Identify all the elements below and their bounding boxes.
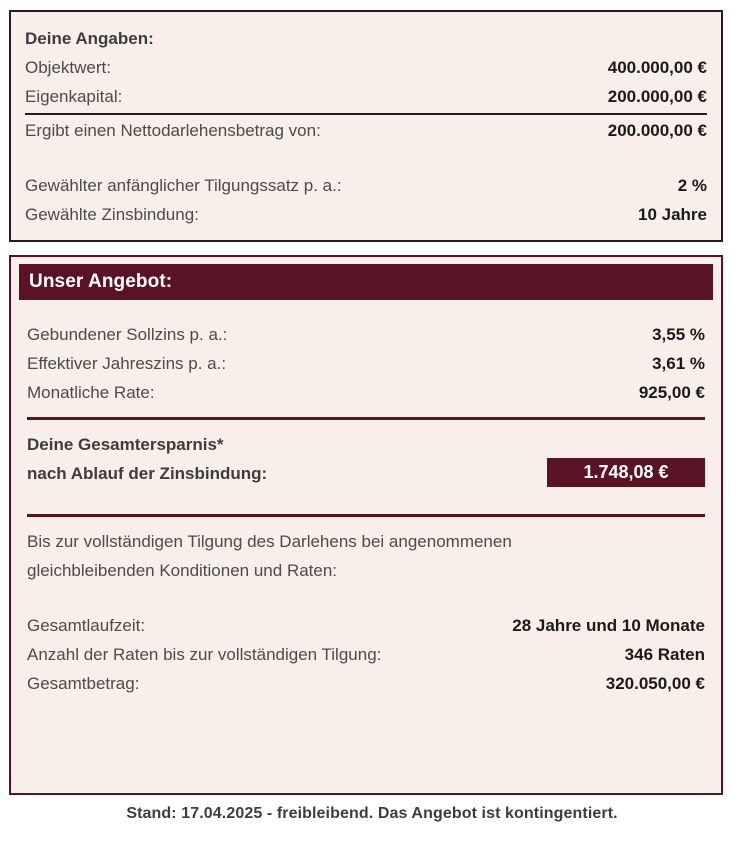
spacer [27,420,705,430]
table-row [27,669,705,698]
footer-disclaimer: Stand: 17.04.2025 - freibleibend. Das Angebot ist kontingentiert. [126,805,618,822]
sollzins-value: 3,55 % [652,325,705,344]
objektwert-label: Objektwert: [25,58,111,77]
sum-divider [25,113,707,115]
gesamtlaufzeit-label: Gesamtlaufzeit: [27,616,146,635]
tilgung-note-line2: gleichbleibenden Konditionen und Raten: [27,561,338,580]
deine-angaben-heading: Deine Angaben: [25,29,154,48]
table-row [25,82,707,111]
anzahl-raten-value: 346 Raten [624,645,705,664]
tilgungssatz-value: 2 % [677,176,707,195]
table-row [27,611,705,640]
nettodarlehensbetrag-label: Ergibt einen Nettodarlehensbetrag von: [25,121,321,140]
tilgungssatz-label: Gewählter anfänglicher Tilgungssatz p. a.: [25,176,342,195]
objektwert-value: 400.000,00 € [607,58,707,77]
spacer [25,145,707,171]
effektiver-jahreszins-label: Effektiver Jahreszins p. a.: [27,354,227,373]
monatliche-rate-label: Monatliche Rate: [27,383,155,402]
unser-angebot-panel [9,255,723,795]
table-row [27,378,705,407]
effektiver-jahreszins-value: 3,61 % [652,354,705,373]
nettodarlehensbetrag-value: 200.000,00 € [607,121,707,140]
table-row [25,171,707,200]
table-row [27,320,705,349]
gesamtlaufzeit-value: 28 Jahre und 10 Monate [512,616,705,635]
gesamtersparnis-label-line2: nach Ablauf der Zinsbindung: [27,464,268,483]
zinsbindung-value: 10 Jahre [638,205,707,224]
gesamtersparnis-block [27,430,705,488]
table-row [25,200,707,229]
spacer [27,585,705,611]
tilgung-note-line1: Bis zur vollständigen Tilgung des Darlehens bei angenommenen [27,532,512,551]
table-row [25,53,707,82]
gesamtbetrag-value: 320.050,00 € [605,674,705,693]
anzahl-raten-label: Anzahl der Raten bis zur vollständigen Tilgung: [27,645,382,664]
unser-angebot-header: Unser Angebot: [19,264,713,300]
gesamtersparnis-badge: 1.748,08 € [547,458,705,487]
sollzins-label: Gebundener Sollzins p. a.: [27,325,228,344]
monatliche-rate-value: 925,00 € [638,383,705,402]
table-row [27,349,705,378]
eigenkapital-label: Eigenkapital: [25,87,123,106]
spacer [27,517,705,527]
gesamtbetrag-label: Gesamtbetrag: [27,674,140,693]
table-row [25,116,707,145]
table-row [27,640,705,669]
deine-angaben-panel [9,10,723,242]
spacer [27,300,705,320]
unser-angebot-body [19,300,713,698]
zinsbindung-label: Gewählte Zinsbindung: [25,205,199,224]
eigenkapital-value: 200.000,00 € [607,87,707,106]
spacer [27,407,705,417]
gesamtersparnis-label-group [27,430,267,488]
gesamtersparnis-label-line1: Deine Gesamtersparnis* [27,435,224,454]
spacer [27,488,705,514]
